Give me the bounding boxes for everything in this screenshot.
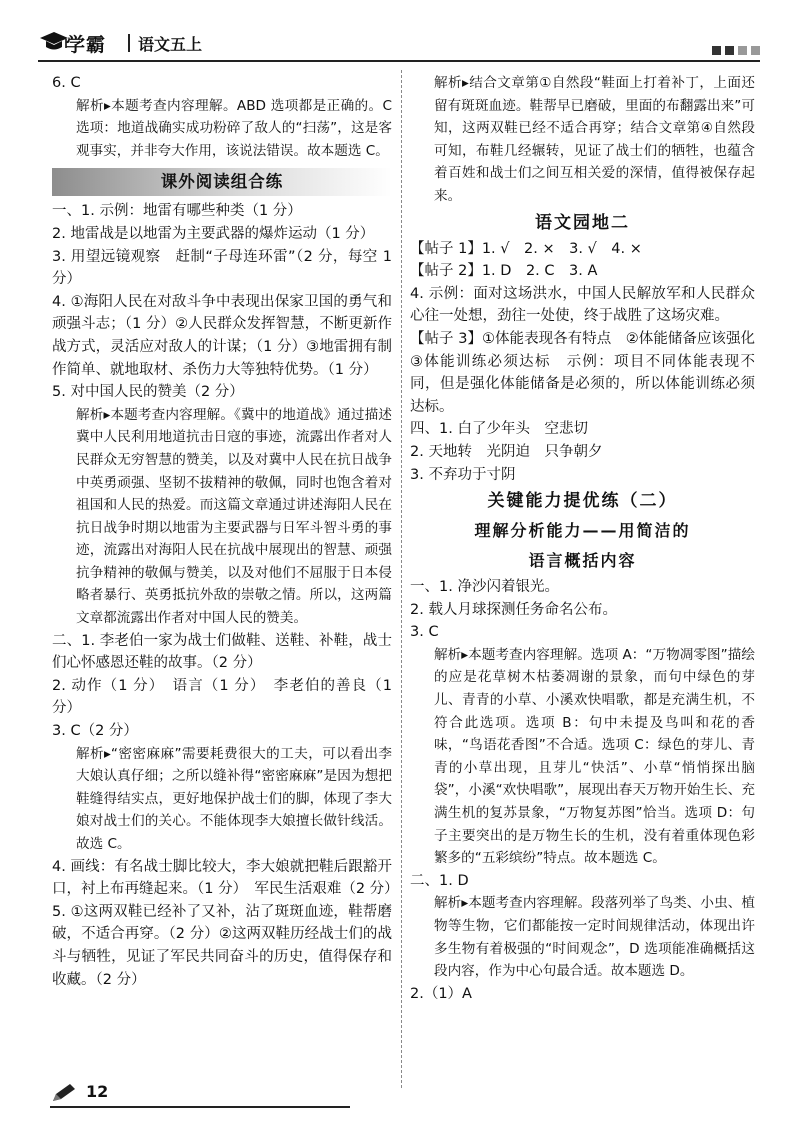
section-title-key-ability: 关键能力提优练（二） [487,491,678,512]
page-header [38,26,760,62]
header-rule [38,60,760,62]
answer-4-1: 四、1. 白了少年头 空悲切 [410,421,588,438]
answer-k-1-3: 3. C [410,624,439,641]
section-subtitle-line2: 语言概括内容 [528,551,637,571]
answer-1-3: 3. 用望远镜观察 赶制“子母连环雷”（2 分，每空 1 分） [52,248,392,288]
page-number: 12 [86,1082,109,1101]
section-banner-extracurricular: 课外阅读组合练 [52,168,392,196]
answer-k-1-2: 2. 载人月球探测任务命名公布。 [410,601,617,618]
analysis-2-3: 解析▸“密密麻麻”需要耗费很大的工夫，可以看出李大娘认真仔细；之所以缝补得“密密麻麻”是因为想把鞋缝得结实点，更好地保护战士们的脚，体现了李大娘对战士们的关心。不能体现李大娘擅长做针线活。故选 C。 [76,745,392,852]
section-title-garden: 语文园地二 [535,212,630,233]
analysis-k-2-1: 解析▸本题考查内容理解。段落列举了鸟类、小虫、植物等生物，它们都能按一定时间规律活动，体现出许多生物有着极强的“时间观念”，D 选项能准确概括这段内容，作为中心句最合适。故本题选 D。 [434,895,755,980]
answer-1-1: 一、1. 示例：地雷有哪些种类（1 分） [52,203,302,220]
footer-rule [50,1106,350,1108]
pencil-icon [50,1082,78,1104]
subject-title: 语文五上 [138,35,203,54]
analysis-1-5: 解析▸本题考查内容理解。《冀中的地道战》通过描述冀中人民利用地道抗击日寇的事迹，流露出作者对人民群众无穷智慧的赞美，以及对冀中人民在抗日战争中英勇顽强、坚韧不拔精神的敬佩，同时也饱含着对祖国和人民的热爱。而这篇文章通过讲述海阳人民在抗日战争时期以地雷为主要武器与日军斗智斗勇的事迹，流露出对海阳人民在抗战中展现出的智慧、顽强抗争精神的敬佩与赞美，以及对他们不屈服于日本侵略者暴行、英勇抵抗外敌的崇敬之情。所以，这两篇文章都流露出作者对中国人民的赞美。 [76,406,392,627]
post-1: 【帖子 1】1. √ 2. × 3. √ 4. × [410,240,642,257]
answer-1-2: 2. 地雷战是以地雷为主要武器的爆炸运动（1 分） [52,225,375,242]
answer-2-2: 2. 动作（1 分） 语言（1 分） 李老伯的善良（1 分） [52,677,392,717]
analysis-k-1-3: 解析▸本题考查内容理解。选项 A：“万物凋零图”描绘的应是花草树木枯萎凋谢的景象，而句中绿色的芽儿、青青的小草、小溪欢快唱歌，都是充满生机，不符合此选项。选项 B：句中未提及鸟叫和花的香味，“鸟语花香图”不合适。选项 C：绿色的芽儿、青青的小草出现，且芽儿“快活”、小草“悄悄探出脑袋”，小溪“欢快唱歌”，展现出春天万物开始生长、充满生机的复苏景象，“万物复苏图”恰当。选项 D：句子主要突出的是万物生长的生机，没有着重体现色彩繁多的“五彩缤纷”特点。故本题选 C。 [434,646,755,867]
answer-k-2-1: 二、1. D [410,872,469,889]
section-subtitle-line1: 理解分析能力——用简洁的 [474,521,691,541]
answer-2-1: 二、1. 李老伯一家为战士们做鞋、送鞋、补鞋，战士们心怀感恩还鞋的故事。（2 分） [52,632,392,672]
right-column [410,72,770,1005]
analysis-2-5: 解析▸结合文章第①自然段“鞋面上打着补丁，上面还留有斑斑血迹。鞋帮早已磨破，里面的布翻露出来”可知，这两双鞋已经不适合再穿；结合文章第④自然段可知，布鞋几经辗转，见证了战士们的牺牲，也蕴含着百姓和战士们之间互相关爱的深情，值得被保存起来。 [434,75,755,204]
answer-1-4: 4. ①海阳人民在对敌斗争中表现出保家卫国的勇气和顽强斗志；（1 分）②人民群众发挥智慧，不断更新作战方式，灵活应对敌人的计谋；（1 分）③地雷拥有制作简单、就地取材、杀伤力大等独特优势。（1 分） [52,293,392,378]
analysis-6: 解析▸本题考查内容理解。ABD 选项都是正确的。C 选项：地道战确实成功粉碎了敌人的“扫荡”，这是客观事实，并非夸大作用，该说法错误。故本题选 C。 [76,97,392,159]
answer-2-3: 3. C（2 分） [52,723,138,740]
header-separator [128,34,130,52]
answer-4-3: 3. 不弃功于寸阴 [410,466,516,483]
answer-k-1-1: 一、1. 净沙闪着银光。 [410,579,559,596]
answer-2-4: 4. 画线：有名战士脚比较大，李大娘就把鞋后跟豁开口，衬上布再缝起来。（1 分） 军民生活艰难（2 分） [52,858,399,898]
answer-6: 6. C [52,75,81,91]
header-decoration [708,40,760,59]
answer-4-2: 2. 天地转 光阴迫 只争朝夕 [410,443,603,460]
left-column [52,72,399,991]
column-divider [401,70,403,1088]
answer-k-2-2: 2.（1）A [410,985,472,1002]
post-3: 【帖子 3】①体能表现各有特点 ②体能储备应该强化 ③体能训练必须达标 示例：项目不同体能表现不同，但是强化体能储备是必须的，所以体能训练必须达标。 [410,330,770,415]
brand-logo: 学霸 [66,34,107,56]
answer-1-5: 5. 对中国人民的赞美（2 分） [52,384,244,401]
post-2: 【帖子 2】1. D 2. C 3. A [410,263,598,280]
answer-garden-4: 4. 示例：面对这场洪水，中国人民解放军和人民群众心往一处想，劲往一处使，终于战胜了这场灾难。 [410,285,755,325]
page-footer [50,1080,350,1110]
answer-2-5: 5. ①这两双鞋已经补了又补，沾了斑斑血迹，鞋帮磨破，不适合再穿。（2 分）②这两双鞋历经战士们的战斗与牺牲，见证了军民共同奋斗的历史，值得保存和收藏。（2 分） [52,903,392,988]
